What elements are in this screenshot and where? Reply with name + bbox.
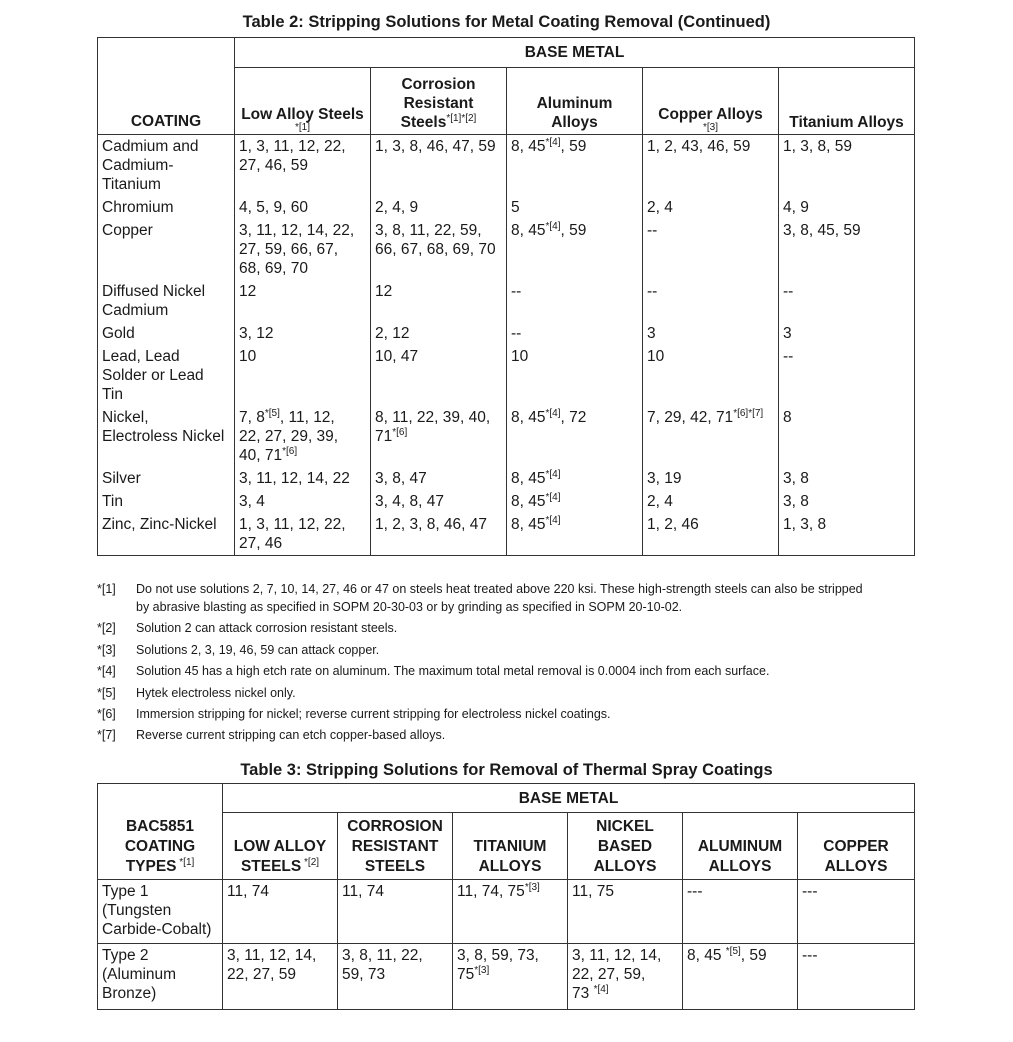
solution-cell: -- (507, 280, 643, 322)
coating-name: Gold (98, 322, 235, 345)
table3-col-header: NICKEL BASED ALLOYS (568, 813, 683, 880)
footnote (97, 726, 927, 744)
solution-cell: 11, 74 (338, 880, 453, 944)
solution-cell: 1, 3, 8, 59 (779, 135, 915, 197)
coating-name: Silver (98, 467, 235, 490)
solution-cell: 11, 74, 75$^{*[3]}$ (453, 880, 568, 944)
solution-cell: 2, 12 (371, 322, 507, 345)
solution-cell: 1, 3, 11, 12, 22, 27, 46, 59 (235, 135, 371, 197)
table2-base-metal-header: BASE METAL (235, 38, 915, 68)
table-row (98, 513, 915, 556)
solution-cell: 3, 11, 12, 14, 22, 27, 59 (223, 944, 338, 1010)
solution-cell: 1, 3, 11, 12, 22, 27, 46 (235, 513, 371, 556)
footnote-ref: *[4] (545, 491, 561, 503)
coating-name: Tin (98, 490, 235, 513)
solution-cell: 1, 2, 46 (643, 513, 779, 556)
solution-cell: 3 (779, 322, 915, 345)
solution-cell: 3, 8, 59, 73, 75$^{*[3]}$ (453, 944, 568, 1010)
solution-cell: 3, 12 (235, 322, 371, 345)
solution-cell: 1, 2, 43, 46, 59 (643, 135, 779, 197)
solution-cell: 8, 45$^{*[4]}$, 59 (507, 219, 643, 280)
footnote (97, 705, 927, 723)
coating-name: Zinc, Zinc-Nickel (98, 513, 235, 556)
coating-name: Cadmium and Cadmium-Titanium (98, 135, 235, 197)
solution-cell: 3, 8, 11, 22, 59, 73 (338, 944, 453, 1010)
footnote-ref: *[6] (392, 426, 408, 438)
footnote-ref: *[4] (593, 983, 609, 995)
solution-cell: 3, 8 (779, 467, 915, 490)
footnote-key: *[5] (97, 685, 116, 700)
footnote-ref: *[5] (725, 945, 741, 957)
footnote-ref: *[5] (264, 407, 280, 419)
footnote (97, 580, 927, 616)
solution-cell: 3, 11, 12, 14, 22, 27, 59, 73 $^{*[4]}$ (568, 944, 683, 1010)
solution-cell: 3, 4 (235, 490, 371, 513)
footnote-ref: *[3] (524, 881, 540, 893)
table3-col-header: CORROSION RESISTANT STEELS (338, 813, 453, 880)
solution-cell: -- (507, 322, 643, 345)
solution-cell: 3, 8, 45, 59 (779, 219, 915, 280)
table-row (98, 345, 915, 406)
footnote-text: Immersion stripping for nickel; reverse current stripping for electroless nickel coatings. (136, 706, 611, 721)
table-row (98, 467, 915, 490)
solution-cell: 8, 11, 22, 39, 40, 71$^{*[6]}$ (371, 406, 507, 467)
footnote-text: Solution 45 has a high etch rate on aluminum. The maximum total metal removal is 0.0004 inch from each surface. (136, 664, 770, 679)
footnote-key: *[7] (97, 728, 116, 743)
solution-cell: 8, 45$^{*[4]}$ (507, 467, 643, 490)
solution-cell: 11, 74 (223, 880, 338, 944)
table2 (97, 37, 915, 556)
table2-col-header: Copper Alloys *[3] (643, 68, 779, 135)
footnote (97, 641, 927, 659)
table-row (98, 322, 915, 345)
footnote-ref: *[4] (545, 468, 561, 480)
coating-name: Copper (98, 219, 235, 280)
solution-cell: -- (779, 345, 915, 406)
table3-col-header: TITANIUM ALLOYS (453, 813, 568, 880)
solution-cell: 8, 45$^{*[4]}$ (507, 490, 643, 513)
solution-cell: 11, 75 (568, 880, 683, 944)
footnote-text: Reverse current stripping can etch copper-based alloys. (136, 728, 446, 743)
table-row (98, 196, 915, 219)
solution-cell: --- (683, 880, 798, 944)
solution-cell: 4, 9 (779, 196, 915, 219)
solution-cell: 10, 47 (371, 345, 507, 406)
table3-col-header: COPPER ALLOYS (798, 813, 915, 880)
coating-type: Type 2 (Aluminum Bronze) (98, 944, 223, 1010)
table-row (98, 944, 915, 1010)
footnote-text: Hytek electroless nickel only. (136, 685, 296, 700)
footnote-ref: *[2] (301, 856, 320, 868)
table3-base-metal-header: BASE METAL (223, 784, 915, 813)
table3-coating-header: BAC5851 COATING TYPES $^{*[1]}$ (98, 813, 223, 880)
table-row (98, 880, 915, 944)
table-row (98, 135, 915, 197)
solution-cell: 3, 19 (643, 467, 779, 490)
footnotes (97, 580, 927, 748)
solution-cell: 3, 4, 8, 47 (371, 490, 507, 513)
solution-cell: 2, 4 (643, 196, 779, 219)
solution-cell: 12 (371, 280, 507, 322)
solution-cell: 7, 8$^{*[5]}$, 11, 12, 22, 27, 29, 39, 40, 71$^{*[6]}$ (235, 406, 371, 467)
table2-coating-header: COATING (98, 38, 235, 135)
footnote-key: *[6] (97, 706, 116, 721)
table-row (98, 219, 915, 280)
footnote-ref: *[6]*[7] (733, 407, 764, 419)
table3 (97, 783, 915, 1010)
footnote-ref: *[4] (545, 136, 561, 148)
footnote-key: *[2] (97, 621, 116, 636)
footnote-text: Do not use solutions 2, 7, 10, 14, 27, 46 or 47 on steels heat treated above 220 ksi. These high-strength steels can also be stripped (136, 582, 863, 596)
table2-col-header: Titanium Alloys (779, 68, 915, 135)
footnote-text: by abrasive blasting as specified in SOPM 20-30-03 or by grinding as specified in SOPM 20-10-02. (136, 600, 683, 614)
footnote-ref: *[1] (176, 856, 195, 868)
footnote-ref: *[4] (545, 220, 561, 232)
footnote-ref: *[3] (702, 122, 718, 133)
footnote (97, 619, 927, 637)
solution-cell: -- (643, 280, 779, 322)
solution-cell: 5 (507, 196, 643, 219)
solution-cell: 2, 4 (643, 490, 779, 513)
footnote-ref: *[4] (545, 514, 561, 526)
solution-cell: 3, 8 (779, 490, 915, 513)
solution-cell: --- (798, 944, 915, 1010)
table-row (98, 490, 915, 513)
coating-type: Type 1 (Tungsten Carbide-Cobalt) (98, 880, 223, 944)
footnote (97, 662, 927, 680)
solution-cell: -- (779, 280, 915, 322)
table-row (98, 406, 915, 467)
footnote (97, 684, 927, 702)
solution-cell: -- (643, 219, 779, 280)
footnote-key: *[3] (97, 642, 116, 657)
solution-cell: 12 (235, 280, 371, 322)
footnote-ref: *[3] (474, 964, 490, 976)
footnote-ref: *[1]*[2] (446, 112, 477, 124)
solution-cell: 7, 29, 42, 71$^{*[6]*[7]}$ (643, 406, 779, 467)
solution-cell: 1, 2, 3, 8, 46, 47 (371, 513, 507, 556)
solution-cell: 3 (643, 322, 779, 345)
table-row (98, 280, 915, 322)
table3-col-header: LOW ALLOY STEELS $^{*[2]}$ (223, 813, 338, 880)
coating-name: Diffused Nickel Cadmium (98, 280, 235, 322)
coating-name: Chromium (98, 196, 235, 219)
solution-cell: 3, 11, 12, 14, 22, 27, 59, 66, 67, 68, 69, 70 (235, 219, 371, 280)
solution-cell: 3, 8, 11, 22, 59, 66, 67, 68, 69, 70 (371, 219, 507, 280)
solution-cell: 3, 8, 47 (371, 467, 507, 490)
solution-cell: 10 (507, 345, 643, 406)
footnote-key: *[4] (97, 664, 116, 679)
table2-caption: Table 2: Stripping Solutions for Metal Coating Removal (Continued) (242, 13, 771, 31)
table3-col-header: ALUMINUM ALLOYS (683, 813, 798, 880)
solution-cell: 2, 4, 9 (371, 196, 507, 219)
solution-cell: 4, 5, 9, 60 (235, 196, 371, 219)
footnote-text: Solution 2 can attack corrosion resistant steels. (136, 621, 398, 636)
footnote-ref: *[6] (282, 445, 298, 457)
table2-col-header: Low Alloy Steels *[1] (235, 68, 371, 135)
table3-caption: Table 3: Stripping Solutions for Removal of Thermal Spray Coatings (240, 761, 773, 779)
solution-cell: 8, 45$^{*[4]}$ (507, 513, 643, 556)
footnote-key: *[1] (97, 582, 116, 596)
solution-cell: 1, 3, 8 (779, 513, 915, 556)
solution-cell: 1, 3, 8, 46, 47, 59 (371, 135, 507, 197)
table2-col-header: Corrosion Resistant Steels$^{*[1]*[2]}$ (371, 68, 507, 135)
solution-cell: 8, 45$^{*[4]}$, 59 (507, 135, 643, 197)
solution-cell: 3, 11, 12, 14, 22 (235, 467, 371, 490)
footnote-ref: *[4] (545, 407, 561, 419)
table3-corner (98, 784, 223, 813)
solution-cell: --- (798, 880, 915, 944)
solution-cell: 10 (643, 345, 779, 406)
table2-col-header: Aluminum Alloys (507, 68, 643, 135)
footnote-ref: *[1] (294, 122, 310, 133)
solution-cell: 8 (779, 406, 915, 467)
coating-name: Nickel, Electroless Nickel (98, 406, 235, 467)
solution-cell: 8, 45 $^{*[5]}$, 59 (683, 944, 798, 1010)
solution-cell: 8, 45$^{*[4]}$, 72 (507, 406, 643, 467)
coating-name: Lead, Lead Solder or Lead Tin (98, 345, 235, 406)
footnote-text: Solutions 2, 3, 19, 46, 59 can attack copper. (136, 642, 380, 657)
solution-cell: 10 (235, 345, 371, 406)
